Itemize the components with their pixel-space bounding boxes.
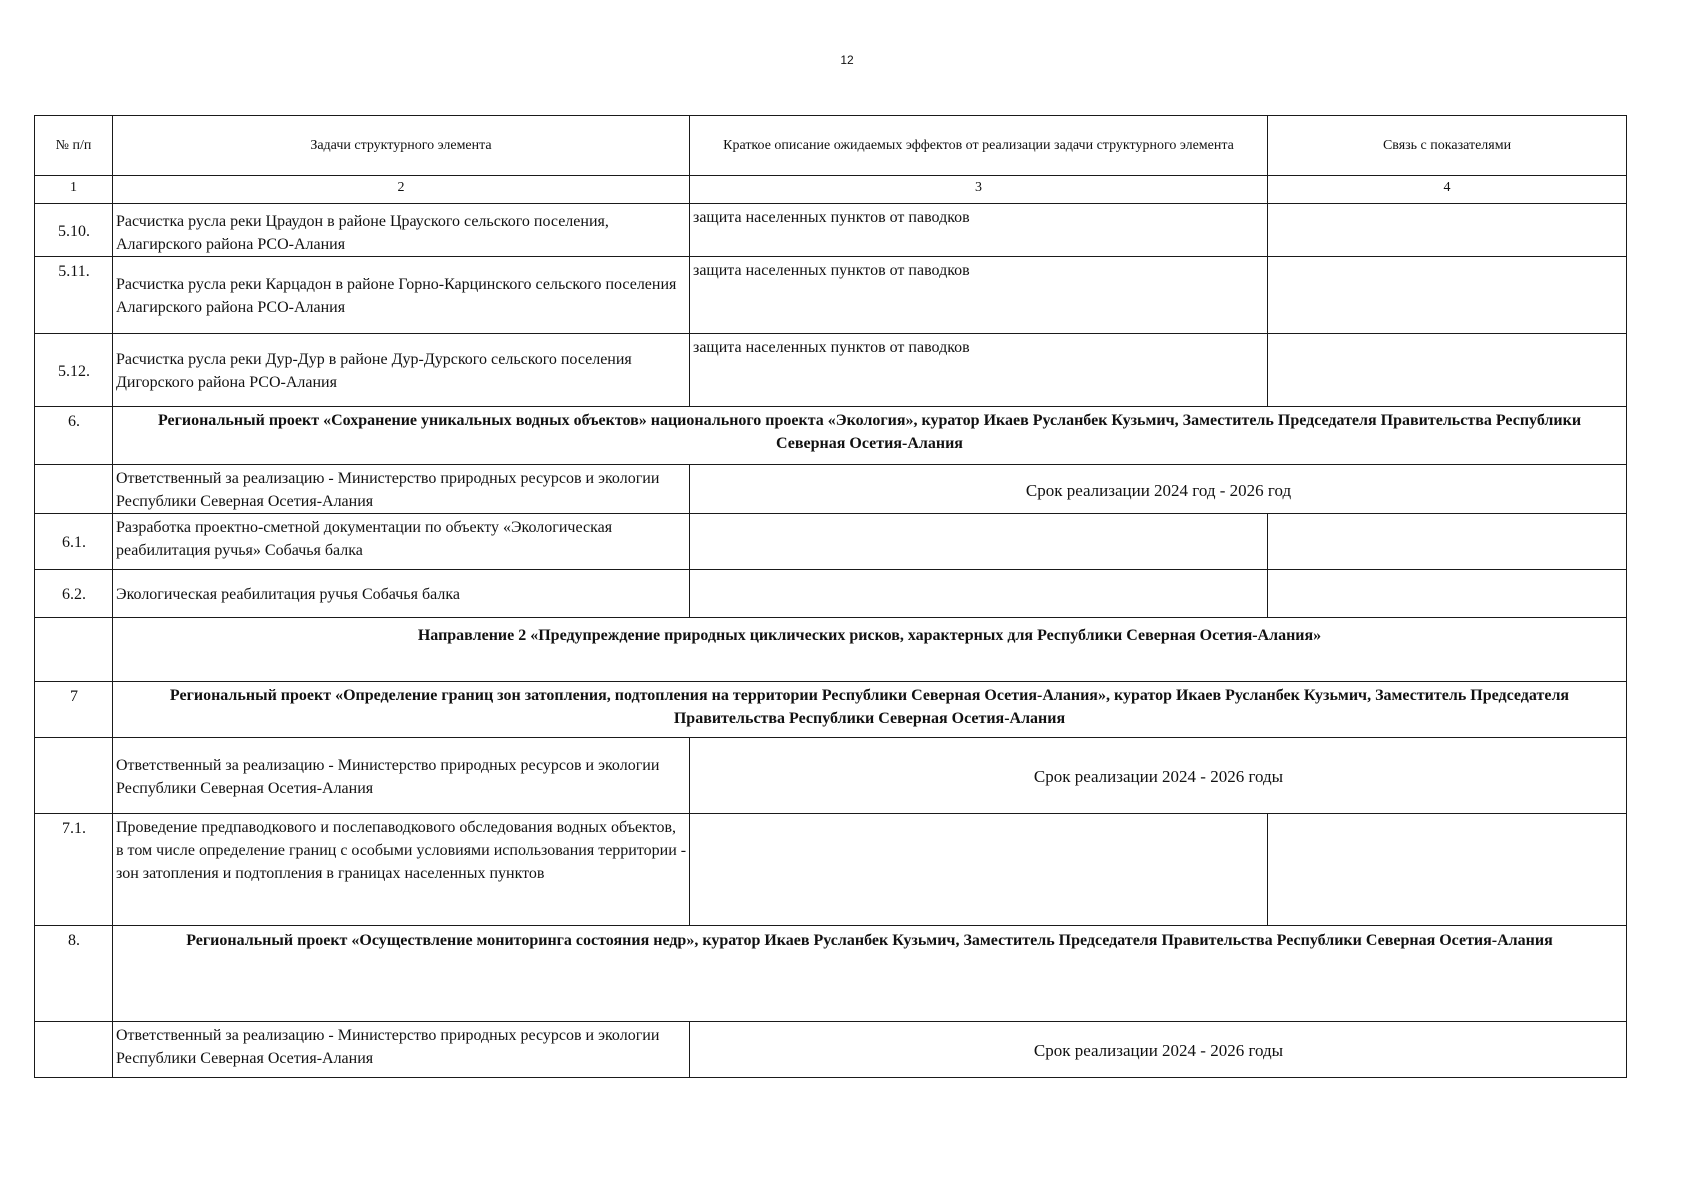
task-cell: Экологическая реабилитация ручья Собачья балка [113, 570, 690, 618]
row-number [35, 618, 113, 682]
project-title: Региональный проект «Определение границ зон затопления, подтопления на территории Республики Северная Осетия-Алания», куратор Икаев Русланбек Кузьмич, Заместитель Председателя Правительства Республики Северная Осетия-Алания [113, 682, 1627, 738]
period-cell: Срок реализации 2024 год - 2026 год [690, 465, 1627, 514]
row-number: 7.1. [35, 814, 113, 926]
table-row [35, 334, 1627, 407]
effect-cell: защита населенных пунктов от паводков [690, 257, 1268, 334]
indicator-cell [1268, 570, 1627, 618]
table-row [35, 257, 1627, 334]
indicator-cell [1268, 257, 1627, 334]
table-row [35, 570, 1627, 618]
row-number: 6.2. [35, 570, 113, 618]
indicator-cell [1268, 204, 1627, 257]
project-row [35, 926, 1627, 1022]
row-number [35, 1022, 113, 1078]
row-number: 7 [35, 682, 113, 738]
row-number: 8. [35, 926, 113, 1022]
header-tasks: Задачи структурного элемента [113, 116, 690, 176]
project-title: Региональный проект «Осуществление мониторинга состояния недр», куратор Икаев Русланбек Кузьмич, Заместитель Председателя Правительства Республики Северная Осетия-Алания [113, 926, 1627, 1022]
indicator-cell [1268, 514, 1627, 570]
responsible-row [35, 738, 1627, 814]
indicator-cell [1268, 334, 1627, 407]
row-number: 6. [35, 407, 113, 465]
row-number [35, 738, 113, 814]
project-row [35, 682, 1627, 738]
project-title: Региональный проект «Сохранение уникальных водных объектов» национального проекта «Экология», куратор Икаев Русланбек Кузьмич, Заместитель Председателя Правительства Республики Северная Осетия-Алания [113, 407, 1627, 465]
column-index-1: 1 [35, 176, 113, 204]
task-cell: Расчистка русла реки Дур-Дур в районе Дур-Дурского сельского поселения Дигорского района РСО-Алания [113, 334, 690, 407]
task-cell: Расчистка русла реки Цраудон в районе Црауского сельского поселения, Алагирского района РСО-Алания [113, 204, 690, 257]
page-number: 12 [840, 53, 854, 67]
column-index-2: 2 [113, 176, 690, 204]
period-cell: Срок реализации 2024 - 2026 годы [690, 738, 1627, 814]
responsible-row [35, 465, 1627, 514]
table-row [35, 514, 1627, 570]
task-cell: Проведение предпаводкового и послепаводкового обследования водных объектов, в том числе определение границ с особыми условиями использования территории - зон затопления и подтопления в границах населенных пунктов [113, 814, 690, 926]
responsible-cell: Ответственный за реализацию - Министерство природных ресурсов и экологии Республики Северная Осетия-Алания [113, 465, 690, 514]
responsible-cell: Ответственный за реализацию - Министерство природных ресурсов и экологии Республики Северная Осетия-Алания [113, 1022, 690, 1078]
effect-cell [690, 814, 1268, 926]
header-effects: Краткое описание ожидаемых эффектов от реализации задачи структурного элемента [690, 116, 1268, 176]
responsible-row [35, 1022, 1627, 1078]
direction-title: Направление 2 «Предупреждение природных циклических рисков, характерных для Республики Северная Осетия-Алания» [113, 618, 1627, 682]
task-cell: Разработка проектно-сметной документации по объекту «Экологическая реабилитация ручья» Собачья балка [113, 514, 690, 570]
header-indicators: Связь с показателями [1268, 116, 1627, 176]
row-number: 5.10. [35, 204, 113, 257]
indicator-cell [1268, 814, 1627, 926]
row-number: 6.1. [35, 514, 113, 570]
structural-elements-table [34, 115, 1627, 1078]
effect-cell [690, 570, 1268, 618]
responsible-cell: Ответственный за реализацию - Министерство природных ресурсов и экологии Республики Северная Осетия-Алания [113, 738, 690, 814]
effect-cell: защита населенных пунктов от паводков [690, 334, 1268, 407]
column-index-row [35, 176, 1627, 204]
project-row [35, 407, 1627, 465]
table-row [35, 204, 1627, 257]
header-num: № п/п [35, 116, 113, 176]
column-index-4: 4 [1268, 176, 1627, 204]
row-number [35, 465, 113, 514]
row-number: 5.11. [35, 257, 113, 334]
effect-cell: защита населенных пунктов от паводков [690, 204, 1268, 257]
table-header-row [35, 116, 1627, 176]
row-number: 5.12. [35, 334, 113, 407]
effect-cell [690, 514, 1268, 570]
task-cell: Расчистка русла реки Карцадон в районе Горно-Карцинского сельского поселения Алагирского района РСО-Алания [113, 257, 690, 334]
period-cell: Срок реализации 2024 - 2026 годы [690, 1022, 1627, 1078]
direction-row [35, 618, 1627, 682]
table-row [35, 814, 1627, 926]
column-index-3: 3 [690, 176, 1268, 204]
